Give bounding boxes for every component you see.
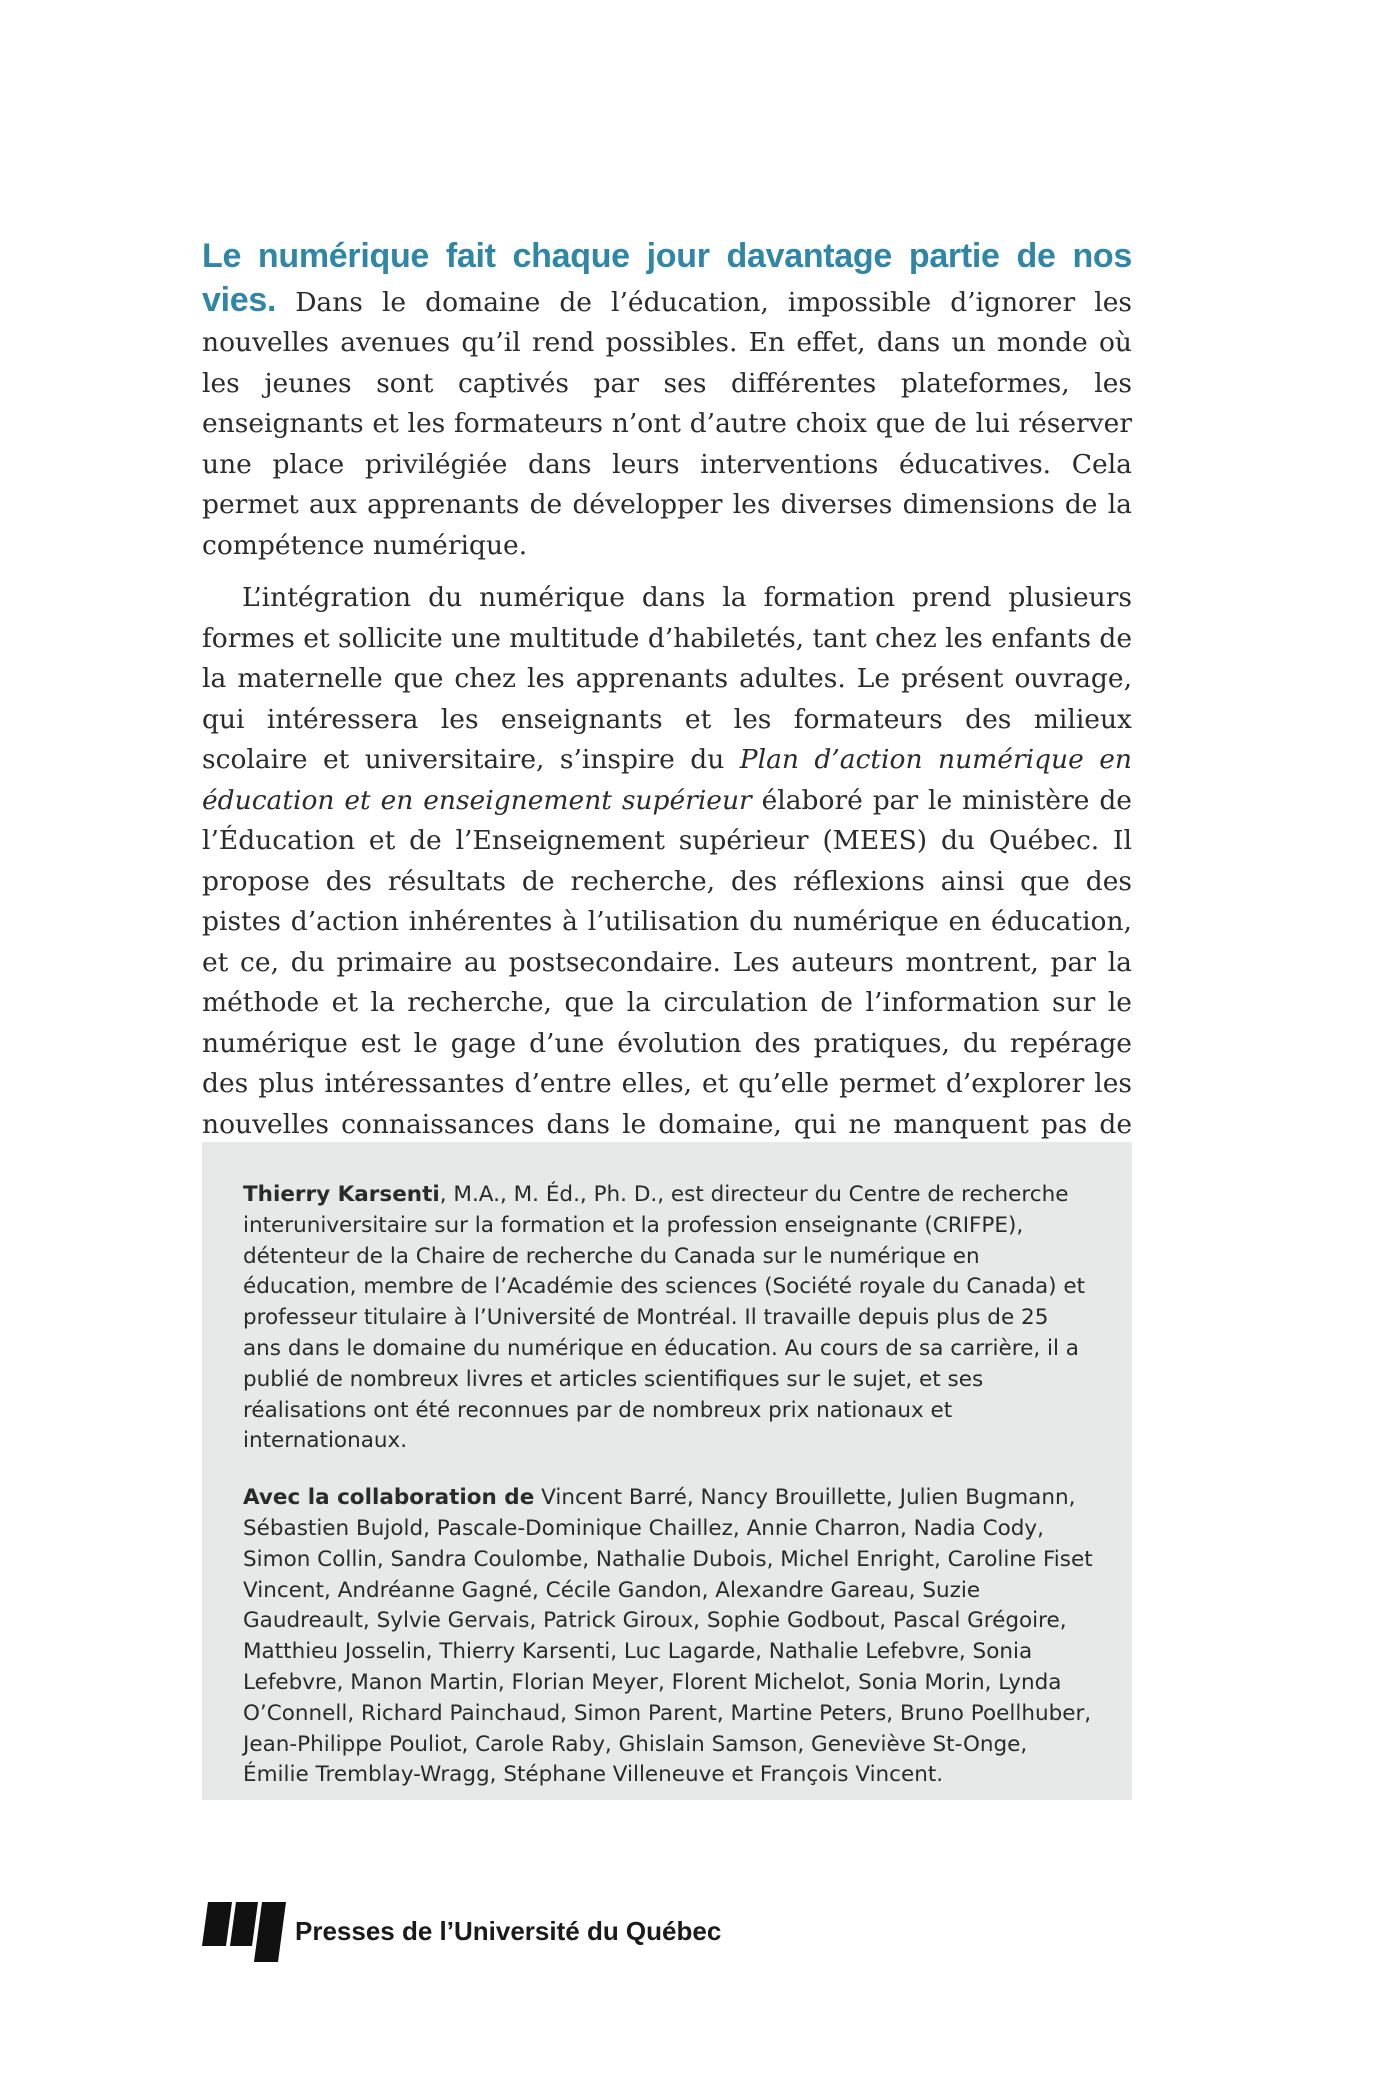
description-paragraph bbox=[202, 578, 1132, 1186]
collaborators bbox=[243, 1483, 1093, 1791]
puq-logo-icon bbox=[202, 1902, 286, 1962]
intro-text: Dans le domaine de l’éducation, impossible d’ignorer les nouvelles avenues qu’il rend possibles. En effet, dans un monde où les jeunes sont captivés par ses différentes plateformes, les enseignants et les formateurs n’ont d’autre choix que de lui réserver une place privilégiée dans leurs interventions éducatives. Cela permet aux apprenants de développer les diverses dimensions de la compétence numérique. bbox=[202, 286, 1132, 561]
description-text-b: élaboré par le ministère de l’Éducation et de l’Enseignement supérieur (MEES) du Québec. Il propose des résultats de recherche, des réflexions ainsi que des pistes d’action inhérentes à l’utilisation du numérique en éducation, et ce, du primaire au postsecondaire. Les auteurs montrent, par la méthode et la recherche, que la circulation de l’information sur le numérique est le gage d’une évolution des pratiques, du repérage des plus intéressantes d’entre elles, et qu’elle permet d’explorer les nouvelles connaissances dans le domaine, qui ne manquent pas de bbox=[202, 784, 1132, 1140]
back-cover-text bbox=[202, 236, 1132, 1186]
collaborators-list: Vincent Barré, Nancy Brouillette, Julien Bugmann, Sébastien Bujold, Pascale-Dominique Chaillez, Annie Charron, Nadia Cody, Simon Collin, Sandra Coulombe, Nathalie Dubois, Michel Enright, Caroline Fiset Vincent, Andréanne Gagné, Cécile Gandon, Alexandre Gareau, Suzie Gaudreault, Sylvie Gervais, Patrick Giroux, Sophie Godbout, Pascal Grégoire, Matthieu Josselin, Thierry Karsenti, Luc Lagarde, Nathalie Lefebvre, Sonia Lefebvre, Manon Martin, Florian Meyer, Florent Michelot, Sonia Morin, Lynda O’Connell, Richard Painchaud, Simon Parent, Martine Peters, Bruno Poellhuber, Jean-Philippe Pouliot, Carole Raby, Ghislain Samson, Geneviève St-Onge, Émilie Tremblay-Wragg, Stéphane Villeneuve et François Vincent. bbox=[243, 1485, 1093, 1788]
headline: Le numérique fait chaque jour davantage partie de nos vies. bbox=[202, 237, 1132, 319]
author-name: Thierry Karsenti bbox=[243, 1182, 440, 1207]
publisher-name: Presses de l’Université du Québec bbox=[295, 1916, 722, 1946]
intro-paragraph bbox=[202, 236, 1132, 566]
bio-content bbox=[243, 1180, 1093, 1791]
author-bio-text: , M.A., M. Éd., Ph. D., est directeur du Centre de recherche interuniversitaire sur la formation et la profession enseignante (CRIFPE), détenteur de la Chaire de recherche du Canada sur le numérique en éducation, membre de l’Académie des sciences (Société royale du Canada) et professeur titulaire à l’Université de Montréal. Il travaille depuis plus de 25 ans dans le domaine du numérique en éducation. Au cours de sa carrière, il a publié de nombreux livres et articles scientifiques sur le sujet, et ses réalisations ont été reconnues par de nombreux prix nationaux et internationaux. bbox=[243, 1182, 1086, 1454]
collaborators-label: Avec la collaboration de bbox=[243, 1485, 535, 1511]
description-text-a: L’intégration du numérique dans la formation prend plusieurs formes et sollicite une multitude d’habiletés, tant chez les enfants de la maternelle que chez les apprenants adultes. Le présent ouvrage, qui intéressera les enseignants et les formateurs des milieux scolaire et universitaire, s’inspire du bbox=[202, 582, 1133, 775]
author-bio-box bbox=[202, 1142, 1132, 1800]
publisher-footer bbox=[202, 1902, 902, 1962]
author-bio bbox=[243, 1180, 1093, 1457]
plan-title: Plan d’action numérique en éducation et en enseignement supérieur bbox=[202, 744, 1133, 816]
